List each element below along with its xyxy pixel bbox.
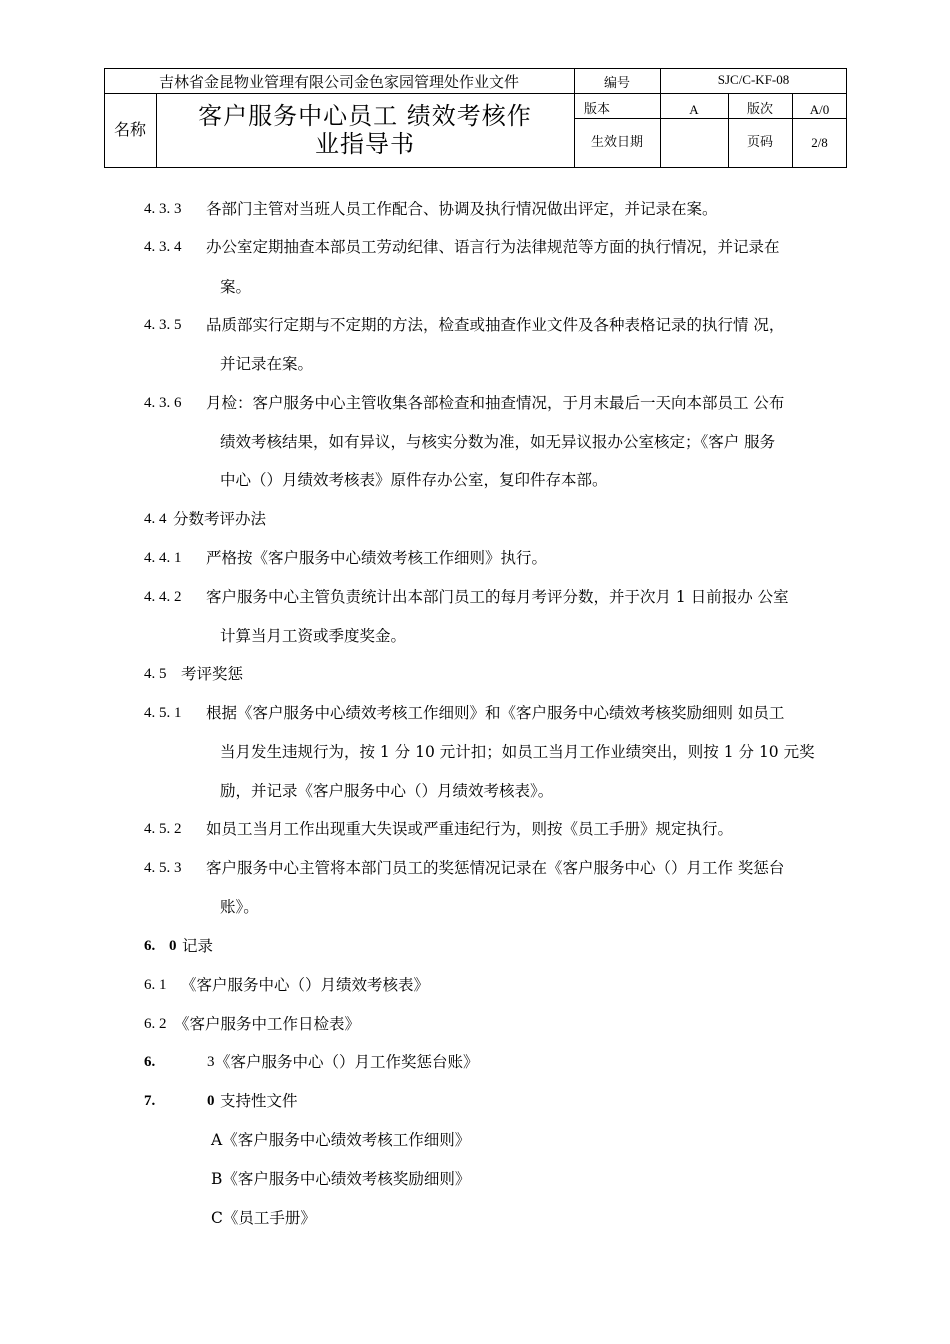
clause-text-continued: 账》。 xyxy=(220,898,259,916)
document-header-table xyxy=(104,68,847,168)
clause-number: 4. 3. 5 xyxy=(144,317,182,333)
record-number-sub: 3 xyxy=(207,1054,215,1070)
section-number: 6. xyxy=(144,938,156,954)
clause-text: 如员工当月工作出现重大失误或严重违纪行为，则按《员工手册》规定执行。 xyxy=(206,820,734,838)
effective-date-value xyxy=(660,118,728,168)
document-title-line-1: 客户服务中心员工 绩效考核作 xyxy=(198,101,532,130)
clause-text-continued: 励，并记录《客户服务中心（）月绩效考核表》。 xyxy=(220,782,554,800)
clause-number: 4. 3. 3 xyxy=(144,201,182,217)
version-value: A xyxy=(689,102,699,118)
clause-number: 4. 4. 1 xyxy=(144,550,182,566)
support-document-item: B《客户服务中心绩效考核奖励细则》 xyxy=(211,1170,471,1188)
record-number: 6. 1 xyxy=(144,977,167,993)
section-heading: 支持性文件 xyxy=(220,1092,298,1110)
company-name: 吉林省金昆物业管理有限公司金色家园管理处作业文件 xyxy=(158,72,519,91)
clause-text-continued: 绩效考核结果，如有异议，与核实分数为准，如无异议报办公室核定；《客户 服务 xyxy=(220,433,776,451)
record-item: 《客户服务中心（）月工作奖惩台账》 xyxy=(215,1053,479,1071)
clause-number: 4. 5. 1 xyxy=(144,705,182,721)
support-document-item: A《客户服务中心绩效考核工作细则》 xyxy=(211,1131,471,1149)
document-title xyxy=(156,93,574,168)
code-label: 编号 xyxy=(603,76,630,92)
version-label: 版本 xyxy=(584,102,611,118)
section-heading: 分数考评办法 xyxy=(173,510,267,528)
clause-text: 严格按《客户服务中心绩效考核工作细则》执行。 xyxy=(206,549,548,567)
clause-text-continued: 并记录在案。 xyxy=(220,355,314,373)
clause-number: 4. 5. 3 xyxy=(144,860,182,876)
clause-text: 根据《客户服务中心绩效考核工作细则》和《客户服务中心绩效考核奖励细则 如员工 xyxy=(206,704,785,722)
clause-number: 4. 3. 6 xyxy=(144,395,182,411)
clause-text: 客户服务中心主管将本部门员工的奖惩情况记录在《客户服务中心（）月工作 奖惩台 xyxy=(206,859,785,877)
section-number-sub: 0 xyxy=(169,938,177,954)
name-label: 名称 xyxy=(113,120,146,140)
section-number: 4. 4 xyxy=(144,511,167,527)
page-number: 2/8 xyxy=(811,134,828,150)
record-item: 《客户服务中工作日检表》 xyxy=(174,1015,361,1033)
clause-number: 4. 4. 2 xyxy=(144,589,182,605)
record-number: 6. xyxy=(144,1054,156,1070)
section-heading: 记录 xyxy=(182,937,214,955)
clause-text-continued: 计算当月工资或季度奖金。 xyxy=(220,627,407,645)
clause-number: 4. 5. 2 xyxy=(144,821,182,837)
clause-number: 4. 3. 4 xyxy=(144,239,182,255)
page-label: 页码 xyxy=(746,134,773,150)
clause-text-continued: 中心（）月绩效考核表》原件存办公室，复印件存本部。 xyxy=(220,471,608,489)
section-number: 4. 5 xyxy=(144,666,167,682)
section-heading: 考评奖惩 xyxy=(181,665,244,683)
record-item: 《客户服务中心（）月绩效考核表》 xyxy=(181,976,430,994)
clause-text-continued: 当月发生违规行为，按 1 分 10 元计扣；如员工当月工作业绩突出，则按 1 分 10 元奖 xyxy=(220,743,815,761)
section-number: 7. xyxy=(144,1093,156,1109)
revision-label: 版次 xyxy=(746,102,773,118)
revision-value: A/0 xyxy=(809,102,830,118)
clause-text: 各部门主管对当班人员工作配合、协调及执行情况做出评定，并记录在案。 xyxy=(206,200,718,218)
clause-text: 月检：客户服务中心主管收集各部检查和抽查情况，于月末最后一天向本部员工 公布 xyxy=(206,394,785,412)
section-number-sub: 0 xyxy=(207,1093,215,1109)
clause-text: 品质部实行定期与不定期的方法，检查或抽查作业文件及各种表格记录的执行情 况， xyxy=(206,316,785,334)
code-value: SJC/C-KF-08 xyxy=(717,72,790,88)
clause-text-continued: 案。 xyxy=(220,278,252,296)
support-document-item: C《员工手册》 xyxy=(211,1209,316,1227)
clause-text: 办公室定期抽查本部员工劳动纪律、语言行为法律规范等方面的执行情况，并记录在 xyxy=(206,238,780,256)
record-number: 6. 2 xyxy=(144,1016,167,1032)
effective-date-label: 生效日期 xyxy=(590,134,643,150)
clause-text: 客户服务中心主管负责统计出本部门员工的每月考评分数，并于次月 1 日前报办 公室 xyxy=(206,588,789,606)
document-title-line-2: 业指导书 xyxy=(315,129,415,158)
